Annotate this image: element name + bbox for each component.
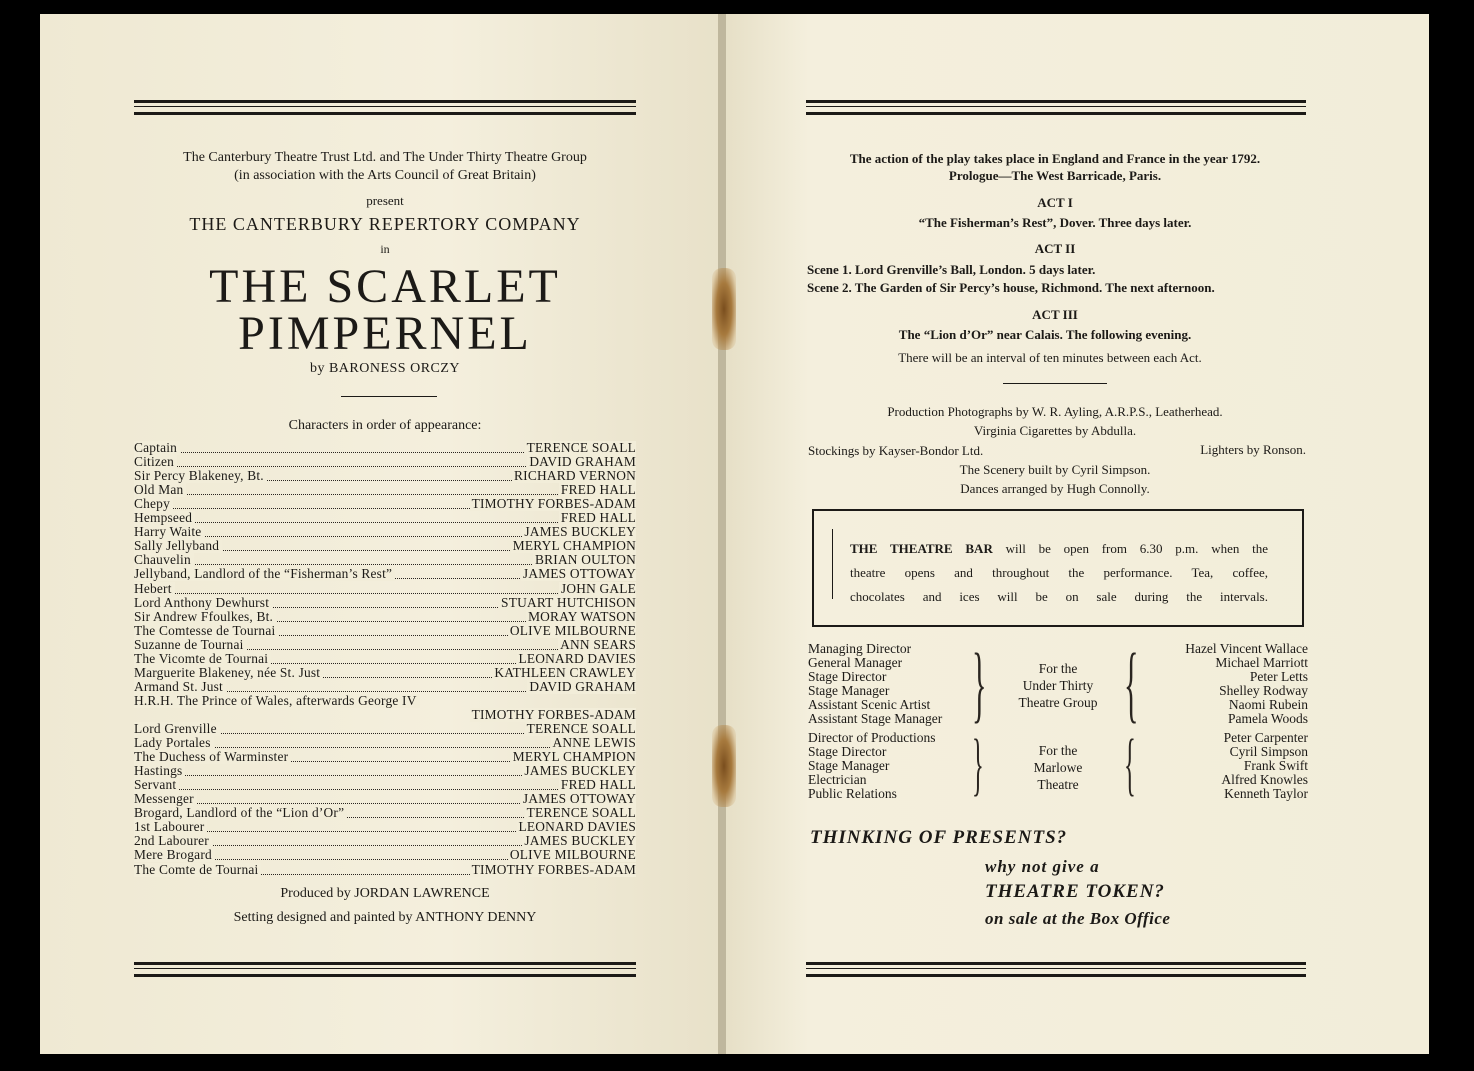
cast-role: 2nd Labourer [134, 834, 212, 848]
staff-role: Stage Director [808, 669, 887, 684]
staff-name: Pamela Woods [1227, 711, 1308, 726]
staff-role: Managing Director [808, 641, 912, 656]
staff-role: Stage Manager [808, 758, 890, 773]
cast-role: The Duchess of Warminster [134, 750, 291, 764]
cast-row [134, 680, 636, 694]
bar-line-2: theatre opens and throughout the performance. Tea, coffee, [850, 565, 1268, 580]
group-label-line: Marlowe [1033, 760, 1083, 775]
cast-actor: BRIAN OULTON [535, 553, 636, 568]
cast-actor: MERYL CHAMPION [512, 539, 636, 554]
staff-name: Kenneth Taylor [1224, 786, 1308, 801]
token-heading: THINKING OF PRESENTS? [810, 827, 1068, 848]
act2-scene2: Scene 2. The Garden of Sir Percy’s house, Richmond. The next afternoon. [807, 280, 1215, 295]
cast-role: Brogard, Landlord of the “Lion d’Or” [134, 806, 347, 820]
cast-role: The Comtesse de Tournai [134, 624, 278, 638]
cast-role: The Vicomte de Tournai [134, 652, 271, 666]
cast-role: Sir Andrew Ffoulkes, Bt. [134, 610, 276, 624]
group2-names [1221, 731, 1308, 801]
act1-heading: ACT I [1037, 195, 1073, 210]
cast-row [134, 441, 636, 455]
short-divider-right [1003, 383, 1107, 384]
act1-text: “The Fisherman’s Rest”, Dover. Three days later. [918, 215, 1192, 230]
cast-actor: TERENCE SOALL [526, 806, 636, 821]
cast-role: Mere Brogard [134, 848, 215, 862]
cast-role: Hastings [134, 764, 185, 778]
cast-row [134, 694, 636, 708]
staff-name: Michael Marriott [1215, 655, 1308, 670]
title-line-1: THE SCARLET [209, 260, 561, 313]
cast-row [134, 582, 636, 596]
cast-role: Armand St. Just [134, 680, 226, 694]
credit-photos: Production Photographs by W. R. Ayling, A.R.P.S., Leatherhead. [887, 404, 1223, 419]
cast-role: Hempseed [134, 511, 195, 525]
cast-actor: MORAY WATSON [528, 609, 636, 624]
cast-row [134, 553, 636, 567]
interval-note: There will be an interval of ten minutes between each Act. [898, 350, 1202, 365]
title-line-2: PIMPERNEL [238, 307, 532, 360]
staff-name: Naomi Rubein [1228, 697, 1308, 712]
act2-scene1: Scene 1. Lord Grenville’s Ball, London. 5 days later. [807, 262, 1096, 277]
credit-scenery: The Scenery built by Cyril Simpson. [959, 462, 1151, 477]
cast-role: Captain [134, 441, 180, 455]
cast-row [134, 792, 636, 806]
cast-actor: JAMES OTTOWAY [522, 567, 636, 582]
present-label: present [366, 193, 404, 208]
cast-actor: FRED HALL [560, 511, 636, 526]
token-why: why not give a [985, 857, 1100, 876]
rule-bottom-right [806, 962, 1306, 977]
cast-row [134, 750, 636, 764]
cast-actor: LEONARD DAVIES [518, 820, 636, 835]
short-divider-left [341, 396, 437, 397]
token-sale: on sale at the Box Office [985, 909, 1171, 928]
cast-role: Harry Waite [134, 525, 204, 539]
presenters-line: The Canterbury Theatre Trust Ltd. and The Under Thirty Theatre Group [183, 150, 587, 165]
cast-role: Servant [134, 778, 179, 792]
association-line: (in association with the Arts Council of Great Britain) [234, 168, 536, 183]
cast-row [134, 525, 636, 539]
act3-text: The “Lion d’Or” near Calais. The following evening. [898, 327, 1192, 342]
cast-actor: JAMES BUCKLEY [524, 764, 636, 779]
bar-line-1 [850, 537, 1268, 561]
cast-row [134, 539, 636, 553]
cast-row [134, 652, 636, 666]
staff-name: Hazel Vincent Wallace [1185, 641, 1308, 656]
bar-line-3: chocolates and ices will be on sale during the intervals. [850, 589, 1268, 604]
setting-designer: Setting designed and painted by ANTHONY DENNY [233, 910, 537, 925]
cast-role: Messenger [134, 792, 197, 806]
cast-row [134, 455, 636, 469]
cast-row [134, 497, 636, 511]
company-name: THE CANTERBURY REPERTORY COMPANY [189, 214, 581, 234]
group-label-line: Under Thirty [1022, 678, 1094, 693]
cast-actor: LEONARD DAVIES [518, 651, 636, 666]
rule-top-left [134, 100, 636, 115]
cast-actor: JAMES BUCKLEY [524, 834, 636, 849]
cast-row [134, 666, 636, 680]
cast-row [134, 863, 636, 877]
cast-row [134, 722, 636, 736]
act3-heading: ACT III [1032, 307, 1078, 322]
cast-actor: DAVID GRAHAM [529, 455, 636, 470]
theatre-bar-box [812, 509, 1304, 627]
group1-brace-left: } [972, 635, 987, 731]
cast-actor: TIMOTHY FORBES-ADAM [471, 497, 636, 512]
bar-bold-label: THE THEATRE BAR [850, 541, 993, 556]
cast-actor: KATHLEEN CRAWLEY [494, 665, 636, 680]
rule-top-right [806, 100, 1306, 115]
cast-actor: FRED HALL [560, 778, 636, 793]
cast-actor: MERYL CHAMPION [512, 750, 636, 765]
page-gutter [718, 14, 726, 1054]
group2-label [1000, 742, 1116, 793]
cast-role: Suzanne de Tournai [134, 638, 247, 652]
cast-row [134, 596, 636, 610]
bar-line-1-text: will be open from 6.30 p.m. when the [1005, 541, 1269, 556]
play-setting: The action of the play takes place in England and France in the year 1792. [849, 151, 1261, 166]
cast-role: Lady Portales [134, 736, 214, 750]
staff-name: Frank Swift [1243, 758, 1308, 773]
characters-heading: Characters in order of appearance: [288, 418, 482, 433]
cast-actor: TIMOTHY FORBES-ADAM [471, 862, 636, 877]
cast-actor: RICHARD VERNON [514, 469, 636, 484]
staple-top [712, 268, 736, 350]
cast-row [134, 834, 636, 848]
cast-role: Citizen [134, 455, 177, 469]
cast-row [134, 820, 636, 834]
group-label-line: Theatre [1037, 777, 1079, 792]
rule-bottom-left [134, 962, 636, 977]
cast-actor: JOHN GALE [560, 581, 636, 596]
cast-row [134, 764, 636, 778]
group2-brace-right: { [1124, 726, 1136, 803]
cast-actor: TERENCE SOALL [526, 441, 636, 455]
cast-role: Jellyband, Landlord of the “Fisherman’s Rest” [134, 567, 395, 581]
group1-names [1185, 642, 1308, 726]
group-label-line: For the [1038, 661, 1078, 676]
cast-actor: JAMES BUCKLEY [524, 525, 636, 540]
staff-role: Electrician [808, 772, 867, 787]
group1-roles [808, 642, 942, 726]
cast-row [134, 806, 636, 820]
staff-role: Assistant Stage Manager [808, 711, 943, 726]
cast-actor: STUART HUTCHISON [501, 595, 636, 610]
cast-row [134, 567, 636, 581]
cast-actor: OLIVE MILBOURNE [509, 623, 636, 638]
staff-name: Peter Letts [1249, 669, 1308, 684]
prologue-line: Prologue—The West Barricade, Paris. [948, 168, 1162, 183]
act2-heading: ACT II [1034, 241, 1076, 256]
cast-row [134, 624, 636, 638]
cast-role: The Comte de Tournai [134, 863, 261, 877]
credit-cigarettes: Virginia Cigarettes by Abdulla. [973, 423, 1137, 438]
cast-row [134, 638, 636, 652]
cast-actor: JAMES OTTOWAY [522, 792, 636, 807]
cast-row [134, 848, 636, 862]
staff-role: Stage Director [808, 744, 887, 759]
cast-role: Lord Grenville [134, 722, 220, 736]
cast-row [134, 610, 636, 624]
cast-actor: FRED HALL [560, 483, 636, 498]
cast-row [134, 778, 636, 792]
staff-name: Cyril Simpson [1229, 744, 1308, 759]
cast-role: Chepy [134, 497, 173, 511]
cast-role: Sir Percy Blakeney, Bt. [134, 469, 267, 483]
cast-role: Lord Anthony Dewhurst [134, 596, 272, 610]
cast-row [134, 708, 636, 722]
cast-role: Hebert [134, 582, 175, 596]
credit-stockings: Stockings by Kayser-Bondor Ltd. [808, 443, 984, 458]
cast-role: 1st Labourer [134, 820, 207, 834]
group2-brace-left: } [972, 726, 984, 803]
staff-name: Alfred Knowles [1221, 772, 1308, 787]
credit-lighters: Lighters by Ronson. [1200, 442, 1306, 457]
cast-row [134, 469, 636, 483]
staff-role: Stage Manager [808, 683, 890, 698]
in-label: in [380, 242, 390, 256]
produced-by: Produced by JORDAN LAWRENCE [280, 886, 490, 901]
cast-role: Sally Jellyband [134, 539, 222, 553]
author-line: by BARONESS ORCZY [309, 361, 461, 376]
staple-bottom [712, 725, 736, 807]
staff-role: Director of Productions [808, 730, 936, 745]
staff-role: Assistant Scenic Artist [808, 697, 931, 712]
cast-actor: TERENCE SOALL [526, 722, 636, 736]
cast-role: Old Man [134, 483, 186, 497]
staff-role: General Manager [808, 655, 903, 670]
staff-role: Public Relations [808, 786, 897, 801]
credit-dances: Dances arranged by Hugh Connolly. [960, 481, 1150, 496]
staff-name: Peter Carpenter [1223, 730, 1308, 745]
cast-actor: ANNE LEWIS [552, 736, 636, 751]
cast-role: Marguerite Blakeney, née St. Just [134, 666, 323, 680]
staff-name: Shelley Rodway [1219, 683, 1308, 698]
cast-row [134, 511, 636, 525]
token-name: THEATRE TOKEN? [985, 881, 1165, 902]
cast-actor: ANN SEARS [560, 637, 636, 652]
bar-box-inner-line [832, 529, 833, 599]
cast-actor: TIMOTHY FORBES-ADAM [471, 707, 636, 722]
cast-actor: OLIVE MILBOURNE [509, 848, 636, 863]
cast-row [134, 736, 636, 750]
cast-actor: DAVID GRAHAM [529, 679, 636, 694]
group-label-line: For the [1038, 743, 1078, 758]
group2-roles [808, 731, 935, 801]
cast-row [134, 483, 636, 497]
group1-label [1000, 660, 1116, 711]
group1-brace-right: { [1124, 635, 1139, 731]
group-label-line: Theatre Group [1018, 695, 1098, 710]
cast-role: H.R.H. The Prince of Wales, afterwards George IV [134, 694, 420, 708]
cast-role: Chauvelin [134, 553, 194, 567]
